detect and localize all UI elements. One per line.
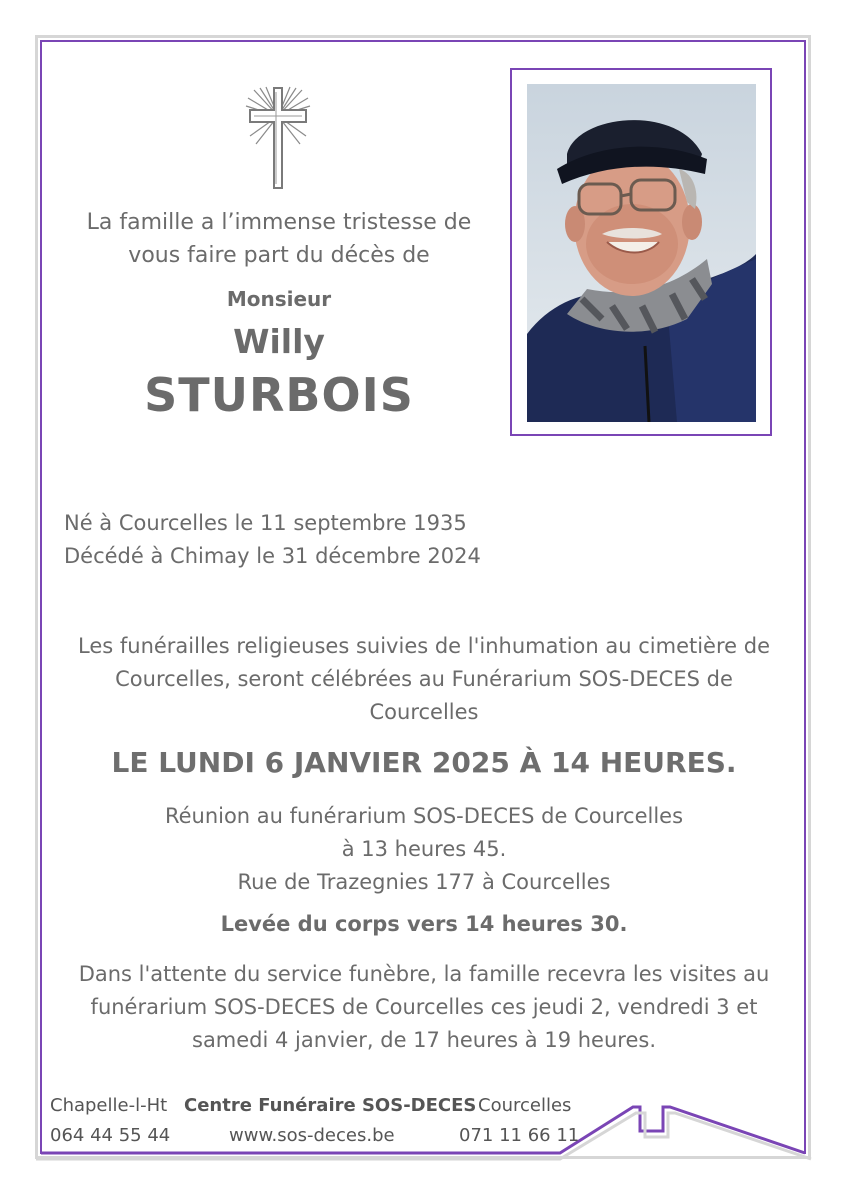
funeral-line-1: Les funérailles religieuses suivies de l'inhumation au cimetière de xyxy=(78,634,770,658)
last-name: STURBOIS xyxy=(144,368,414,422)
intro-line-2: vous faire part du décès de xyxy=(128,243,430,268)
reunion-line-1: Réunion au funérarium SOS-DECES de Courcelles xyxy=(164,804,684,828)
footer-left-city: Chapelle-l-Ht xyxy=(50,1095,168,1116)
funeral-announcement xyxy=(44,630,804,729)
intro-line-1: La famille a l’immense tristesse de xyxy=(86,210,472,235)
footer-website[interactable]: www.sos-deces.be xyxy=(229,1125,395,1146)
civility: Monsieur xyxy=(226,287,332,311)
reunion-line-2: à 13 heures 45. xyxy=(341,837,507,861)
funeral-date: LE LUNDI 6 JANVIER 2025 À 14 HEURES. xyxy=(111,746,737,779)
funeral-line-3: Courcelles xyxy=(369,700,479,724)
birth-line: Né à Courcelles le 11 septembre 1935 xyxy=(64,511,467,535)
footer-right-phone: 071 11 66 11 xyxy=(459,1125,580,1146)
levee-du-corps: Levée du corps vers 14 heures 30. xyxy=(220,912,628,936)
reunion-info xyxy=(44,800,804,899)
visits-line-1: Dans l'attente du service funèbre, la famille recevra les visites au xyxy=(78,962,770,986)
visits-line-2: funérarium SOS-DECES de Courcelles ces jeudi 2, vendredi 3 et xyxy=(90,995,758,1019)
life-dates xyxy=(64,507,481,573)
visits-line-3: samedi 4 janvier, de 17 heures à 19 heures. xyxy=(192,1028,656,1052)
funeral-line-2: Courcelles, seront célébrées au Funérarium SOS-DECES de xyxy=(115,667,733,691)
first-name: Willy xyxy=(233,322,325,361)
intro-text xyxy=(60,206,498,272)
footer-left-phone: 064 44 55 44 xyxy=(50,1125,171,1146)
death-line: Décédé à Chimay le 31 décembre 2024 xyxy=(64,544,481,568)
portrait-frame xyxy=(510,68,772,436)
visits-info xyxy=(44,958,804,1057)
portrait-photo xyxy=(527,84,756,422)
radiant-cross-icon xyxy=(244,86,312,190)
footer-right-city: Courcelles xyxy=(478,1095,572,1116)
footer-company: Centre Funéraire SOS-DECES xyxy=(184,1095,477,1116)
reunion-line-3: Rue de Trazegnies 177 à Courcelles xyxy=(237,870,611,894)
